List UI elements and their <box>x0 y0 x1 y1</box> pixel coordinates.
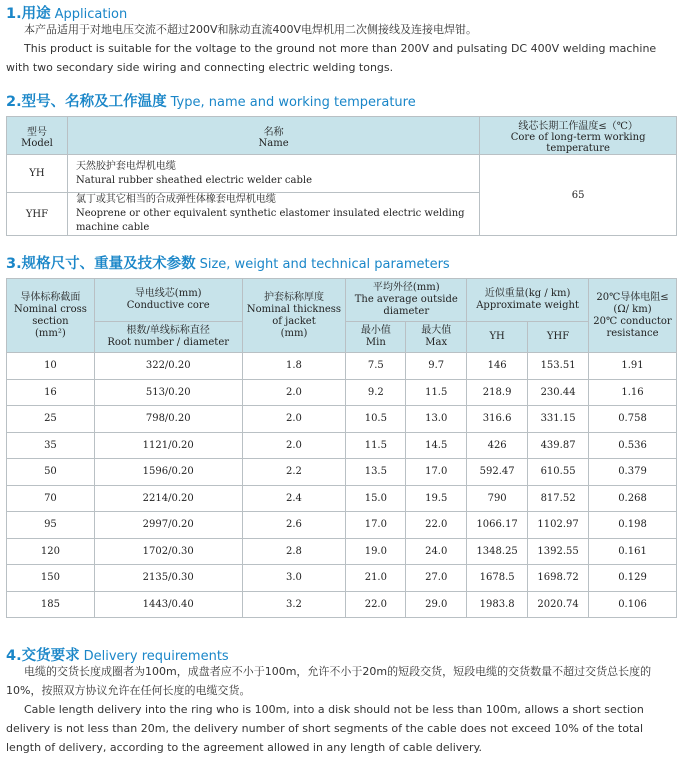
jacket-thickness-cell: 3.0 <box>242 565 346 592</box>
root-diameter-cell: 2135/0.30 <box>94 565 242 592</box>
section-4-title-en: Delivery requirements <box>83 649 229 664</box>
yh-weight-cell: 218.9 <box>467 379 528 406</box>
root-header <box>94 322 242 353</box>
jacket-thickness-cell: 2.0 <box>242 379 346 406</box>
root-diameter-cell: 798/0.20 <box>94 406 242 433</box>
section-1-title-en: Application <box>54 7 128 22</box>
cross-section-cell: 150 <box>7 565 95 592</box>
yhf-weight-cell: 331.15 <box>528 406 589 433</box>
jacket-thickness-cell: 2.6 <box>242 512 346 539</box>
table-row <box>7 591 677 618</box>
jacket-header-en: Nominal thickness of jacket <box>246 303 342 327</box>
model-cell: YHF <box>7 193 68 236</box>
min-diameter-cell: 13.5 <box>346 459 406 486</box>
section-header-en: Nominal cross section <box>13 303 87 327</box>
table-row <box>7 565 677 592</box>
section-3-title-cn: 3.规格尺寸、重量及技术参数 <box>6 256 196 272</box>
root-diameter-cell: 1596/0.20 <box>94 459 242 486</box>
min-diameter-cell: 21.0 <box>346 565 406 592</box>
yhf-weight-cell: 153.51 <box>528 353 589 380</box>
resistance-cell: 0.198 <box>589 512 677 539</box>
resistance-cell: 0.161 <box>589 538 677 565</box>
root-header-en: Root number / diameter <box>107 337 230 348</box>
max-diameter-cell: 24.0 <box>406 538 467 565</box>
weight-header <box>467 279 589 322</box>
name-en: Natural rubber sheathed electric welder cable <box>75 174 312 186</box>
min-diameter-cell: 11.5 <box>346 432 406 459</box>
cross-section-cell: 120 <box>7 538 95 565</box>
section-3-title-en: Size, weight and technical parameters <box>199 257 450 272</box>
yh-weight-cell: 1678.5 <box>467 565 528 592</box>
resistance-cell: 0.536 <box>589 432 677 459</box>
cross-section-cell: 185 <box>7 591 95 618</box>
max-header-en: Max <box>425 337 448 348</box>
resistance-header-en: 20℃ conductor resistance <box>593 315 672 339</box>
type-table-header-row <box>7 117 677 155</box>
jacket-thickness-cell: 2.4 <box>242 485 346 512</box>
temperature-cell: 65 <box>480 155 677 236</box>
section-4-en-paragraph: Cable length delivery into the ring who is 100m, into a disk should not be less than 100m, allows a short section delivery is not less than 20m, the delivery number of short segments of the cable does not exceed 10% of the total length of delivery, according to the agreement allowed in any length of cable delivery. <box>6 703 644 754</box>
model-header-cn: 型号 <box>26 126 47 138</box>
section-1-en-paragraph: This product is suitable for the voltage to the ground not more than 200V and pulsating DC 400V welding machine with two secondary side wiring and connecting electric welding tongs. <box>6 42 657 74</box>
section-1-text <box>6 20 681 77</box>
name-cell <box>67 193 479 236</box>
core-header-cn: 导电线芯(mm) <box>134 288 202 299</box>
section-header-unit: (mm²) <box>35 327 66 339</box>
section-3-title <box>6 252 450 273</box>
jacket-thickness-cell: 2.8 <box>242 538 346 565</box>
jacket-thickness-cell: 1.8 <box>242 353 346 380</box>
max-diameter-cell: 27.0 <box>406 565 467 592</box>
resistance-cell: 0.758 <box>589 406 677 433</box>
root-diameter-cell: 2214/0.20 <box>94 485 242 512</box>
jacket-thickness-cell: 2.0 <box>242 432 346 459</box>
min-header-cn: 最小值 <box>360 325 391 336</box>
jacket-thickness-cell: 2.2 <box>242 459 346 486</box>
weight-header-cn: 近似重量(kg / km) <box>484 288 571 299</box>
spec-header-row-1 <box>7 279 677 322</box>
max-diameter-cell: 13.0 <box>406 406 467 433</box>
resistance-header-cn: 20℃导体电阻≤ <box>596 291 669 303</box>
resistance-cell: 0.268 <box>589 485 677 512</box>
section-2-title-en: Type, name and working temperature <box>170 95 416 110</box>
min-diameter-cell: 10.5 <box>346 406 406 433</box>
yhf-weight-cell: 439.87 <box>528 432 589 459</box>
yhf-weight-cell: 2020.74 <box>528 591 589 618</box>
max-diameter-cell: 19.5 <box>406 485 467 512</box>
jacket-thickness-cell: 3.2 <box>242 591 346 618</box>
model-header <box>7 117 68 155</box>
yhf-weight-cell: 1698.72 <box>528 565 589 592</box>
resistance-cell: 0.129 <box>589 565 677 592</box>
name-en: Neoprene or other equivalent synthetic elastomer insulated electric welding machine cable <box>75 208 465 233</box>
yh-weight-cell: 790 <box>467 485 528 512</box>
max-diameter-cell: 9.7 <box>406 353 467 380</box>
outside-diameter-header <box>346 279 467 322</box>
max-diameter-cell: 17.0 <box>406 459 467 486</box>
table-row <box>7 406 677 433</box>
resistance-header-unit: (Ω/ km) <box>613 303 652 315</box>
root-diameter-cell: 322/0.20 <box>94 353 242 380</box>
section-4-text <box>6 662 681 757</box>
section-4-title-cn: 4.交货要求 <box>6 648 80 664</box>
root-diameter-cell: 1121/0.20 <box>94 432 242 459</box>
yh-weight-cell: 1348.25 <box>467 538 528 565</box>
name-cn: 氯丁或其它相当的合成弹性体橡套电焊机电缆 <box>75 194 276 205</box>
resistance-cell: 0.379 <box>589 459 677 486</box>
type-name-table <box>6 116 677 236</box>
core-header <box>94 279 242 322</box>
max-diameter-cell: 11.5 <box>406 379 467 406</box>
cross-section-cell: 50 <box>7 459 95 486</box>
resistance-header <box>589 279 677 353</box>
temperature-header <box>480 117 677 155</box>
section-header-cn: 导体标称截面 <box>20 291 81 303</box>
root-diameter-cell: 1443/0.40 <box>94 591 242 618</box>
section-2-title <box>6 90 416 111</box>
min-diameter-cell: 17.0 <box>346 512 406 539</box>
cross-section-cell: 10 <box>7 353 95 380</box>
yh-weight-cell: 592.47 <box>467 459 528 486</box>
jacket-header-cn: 护套标称厚度 <box>263 291 324 303</box>
min-header-en: Min <box>365 337 386 348</box>
cross-section-cell: 95 <box>7 512 95 539</box>
min-diameter-cell: 15.0 <box>346 485 406 512</box>
yhf-weight-cell: 610.55 <box>528 459 589 486</box>
yh-weight-cell: 146 <box>467 353 528 380</box>
root-diameter-cell: 513/0.20 <box>94 379 242 406</box>
table-row <box>7 379 677 406</box>
root-header-cn: 根数/单线标称直径 <box>126 325 210 336</box>
name-header-en: Name <box>258 137 289 149</box>
name-cn: 天然胶护套电焊机电缆 <box>75 160 176 172</box>
table-row <box>7 432 677 459</box>
root-diameter-cell: 2997/0.20 <box>94 512 242 539</box>
cross-section-cell: 70 <box>7 485 95 512</box>
od-header-cn: 平均外径(mm) <box>372 282 440 293</box>
section-1-title-cn: 1.用途 <box>6 6 51 22</box>
spec-table-body <box>7 353 677 618</box>
min-header <box>346 322 406 353</box>
max-diameter-cell: 29.0 <box>406 591 467 618</box>
specification-table <box>6 278 677 618</box>
min-diameter-cell: 9.2 <box>346 379 406 406</box>
yhf-header: YHF <box>528 322 589 353</box>
table-row <box>7 512 677 539</box>
cross-section-cell: 16 <box>7 379 95 406</box>
min-diameter-cell: 22.0 <box>346 591 406 618</box>
root-diameter-cell: 1702/0.30 <box>94 538 242 565</box>
core-header-en: Conductive core <box>126 300 210 311</box>
yhf-weight-cell: 1102.97 <box>528 512 589 539</box>
min-diameter-cell: 19.0 <box>346 538 406 565</box>
model-cell: YH <box>7 155 68 193</box>
resistance-cell: 1.91 <box>589 353 677 380</box>
name-header <box>67 117 479 155</box>
table-row <box>7 353 677 380</box>
table-row <box>7 538 677 565</box>
model-header-en: Model <box>21 137 53 149</box>
jacket-header-unit: (mm) <box>280 327 308 339</box>
max-diameter-cell: 14.5 <box>406 432 467 459</box>
resistance-cell: 1.16 <box>589 379 677 406</box>
table-row <box>7 459 677 486</box>
cross-section-cell: 25 <box>7 406 95 433</box>
yh-header: YH <box>467 322 528 353</box>
table-row <box>7 155 677 193</box>
yhf-weight-cell: 1392.55 <box>528 538 589 565</box>
cross-section-cell: 35 <box>7 432 95 459</box>
section-4-cn-paragraph: 电缆的交货长度成圈者为100m，成盘者应不小于100m，允许不小于20m的短段交货，短段电缆的交货数量不超过交货总长度的10%，按照双方协议允许在任何长度的电缆交货。 <box>6 665 652 697</box>
jacket-header <box>242 279 346 353</box>
max-header <box>406 322 467 353</box>
max-header-cn: 最大值 <box>421 325 452 336</box>
table-row <box>7 485 677 512</box>
temperature-header-en: Core of long-term working temperature <box>510 132 646 154</box>
resistance-cell: 0.106 <box>589 591 677 618</box>
section-2-title-cn: 2.型号、名称及工作温度 <box>6 94 167 110</box>
yh-weight-cell: 1983.8 <box>467 591 528 618</box>
section-1-cn-paragraph: 本产品适用于对地电压交流不超过200V和脉动直流400V电焊机用二次侧接线及连接电焊钳。 <box>24 23 478 36</box>
min-diameter-cell: 7.5 <box>346 353 406 380</box>
jacket-thickness-cell: 2.0 <box>242 406 346 433</box>
max-diameter-cell: 22.0 <box>406 512 467 539</box>
name-cell <box>67 155 479 193</box>
section-header <box>7 279 95 353</box>
yh-weight-cell: 1066.17 <box>467 512 528 539</box>
od-header-en: The average outside diameter <box>354 294 458 317</box>
yh-weight-cell: 316.6 <box>467 406 528 433</box>
weight-header-en: Approximate weight <box>476 300 579 311</box>
yhf-weight-cell: 817.52 <box>528 485 589 512</box>
yh-weight-cell: 426 <box>467 432 528 459</box>
name-header-cn: 名称 <box>263 126 284 138</box>
temperature-header-cn: 线芯长期工作温度≤（℃） <box>518 121 638 132</box>
yhf-weight-cell: 230.44 <box>528 379 589 406</box>
